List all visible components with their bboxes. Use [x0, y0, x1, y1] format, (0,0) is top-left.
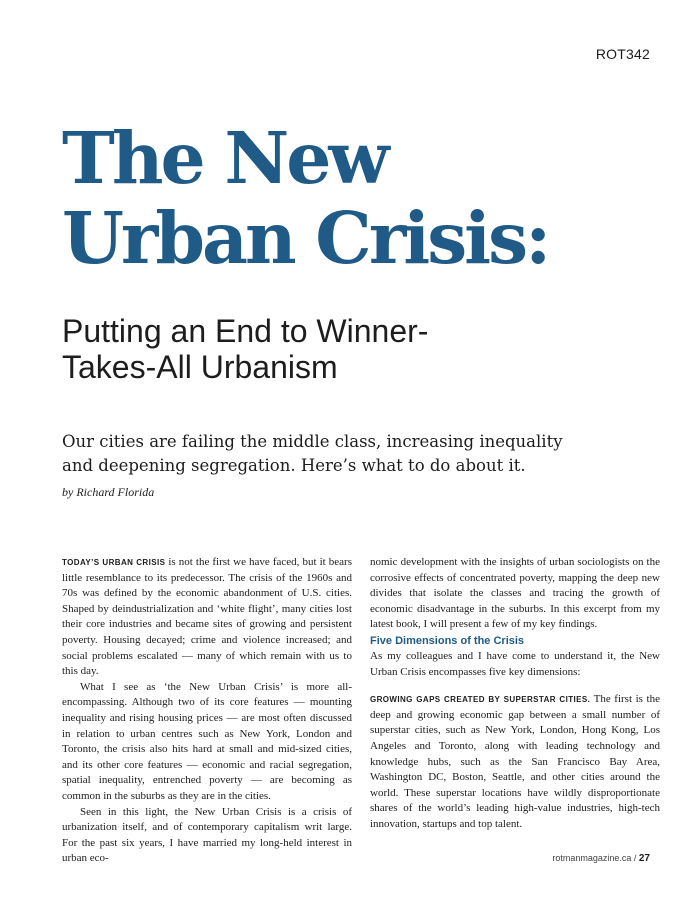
footer-site: rotmanmagazine.ca /: [552, 853, 639, 863]
subtitle-line-1: Putting an End to Winner-: [62, 313, 429, 349]
paragraph-3: Seen in this light, the New Urban Crisis is a crisis of urbanization itself, and of contemporary capitalism writ large. For the past six years, I have married my long-held interest in urban eco-: [62, 805, 352, 865]
paragraph-5-text: The first is the deep and growing economic gap between a small number of superstar cities, such as New York, London, Hong Kong, Los Angeles and Toronto, along with leading technology and knowledge hubs, such as the San Francisco Bay Area, Washington DC, Boston, Seattle, and other cities around the world. These superstar locations have wildly disproportionate shares of the world’s leading high-value industries, high-tech innovation, startups and top talent.: [370, 693, 660, 830]
article-title: [62, 118, 662, 278]
deck-line-1: Our cities are failing the middle class, increasing inequality: [62, 432, 563, 451]
article-code: ROT342: [595, 46, 650, 62]
section-heading: Five Dimensions of the Crisis: [370, 634, 525, 647]
lead-in-superstar: GROWING GAPS CREATED BY SUPERSTAR CITIES.: [370, 695, 591, 705]
lead-in-today: TODAY’S URBAN CRISIS: [62, 558, 166, 567]
article-subtitle: [62, 313, 622, 385]
page-footer: [552, 853, 650, 864]
paragraph-2: What I see as ‘the New Urban Crisis’ is more all-encompassing. Although two of its core features — mounting inequality and rising housing prices — are most often discussed in relation to urban centres such as New York, London and Toronto, the crisis also hits hard at small and mid-sized cities, and its other core features — economic and racial segregation, spatial inequality, entrenched poverty — are becoming as common in the suburbs as they are in the cities.: [62, 680, 352, 802]
paragraph-3-continued: nomic development with the insights of urban sociologists on the corrosive effects of concentrated poverty, mapping the deep new divides that isolate the classes and tracing the growth of economic disadvantage in the suburbs. In this excerpt from my latest book, I will present a few of my key findings.: [370, 556, 660, 631]
paragraph-1-text: is not the first we have faced, but it bears little resemblance to its predecessor. The crisis of the 1960s and 70s was defined by the economic abandonment of U.S. cities. Shaped by deindustrialization and ‘white flight’, many cities lost their core industries and became sites of growing and persistent poverty. Housing decayed; crime and violence increased; and social problems escalated — many of which remain with us to this day.: [62, 556, 352, 678]
body-column-left: [62, 555, 352, 867]
title-line-2: Urban Crisis:: [62, 196, 549, 280]
paragraph-4: As my colleagues and I have come to understand it, the New Urban Crisis encompasses five key dimensions:: [370, 649, 660, 678]
paragraph-gap: [370, 680, 660, 692]
article-deck: [62, 430, 642, 478]
paragraph-5: [370, 692, 660, 832]
byline: by Richard Florida: [62, 485, 155, 499]
page-number: 27: [638, 853, 650, 864]
title-line-1: The New: [62, 116, 387, 200]
deck-line-2: and deepening segregation. Here’s what to do about it.: [62, 456, 526, 475]
body-column-right: [370, 555, 660, 833]
subtitle-line-2: Takes-All Urbanism: [62, 349, 338, 385]
paragraph-1: [62, 555, 352, 680]
